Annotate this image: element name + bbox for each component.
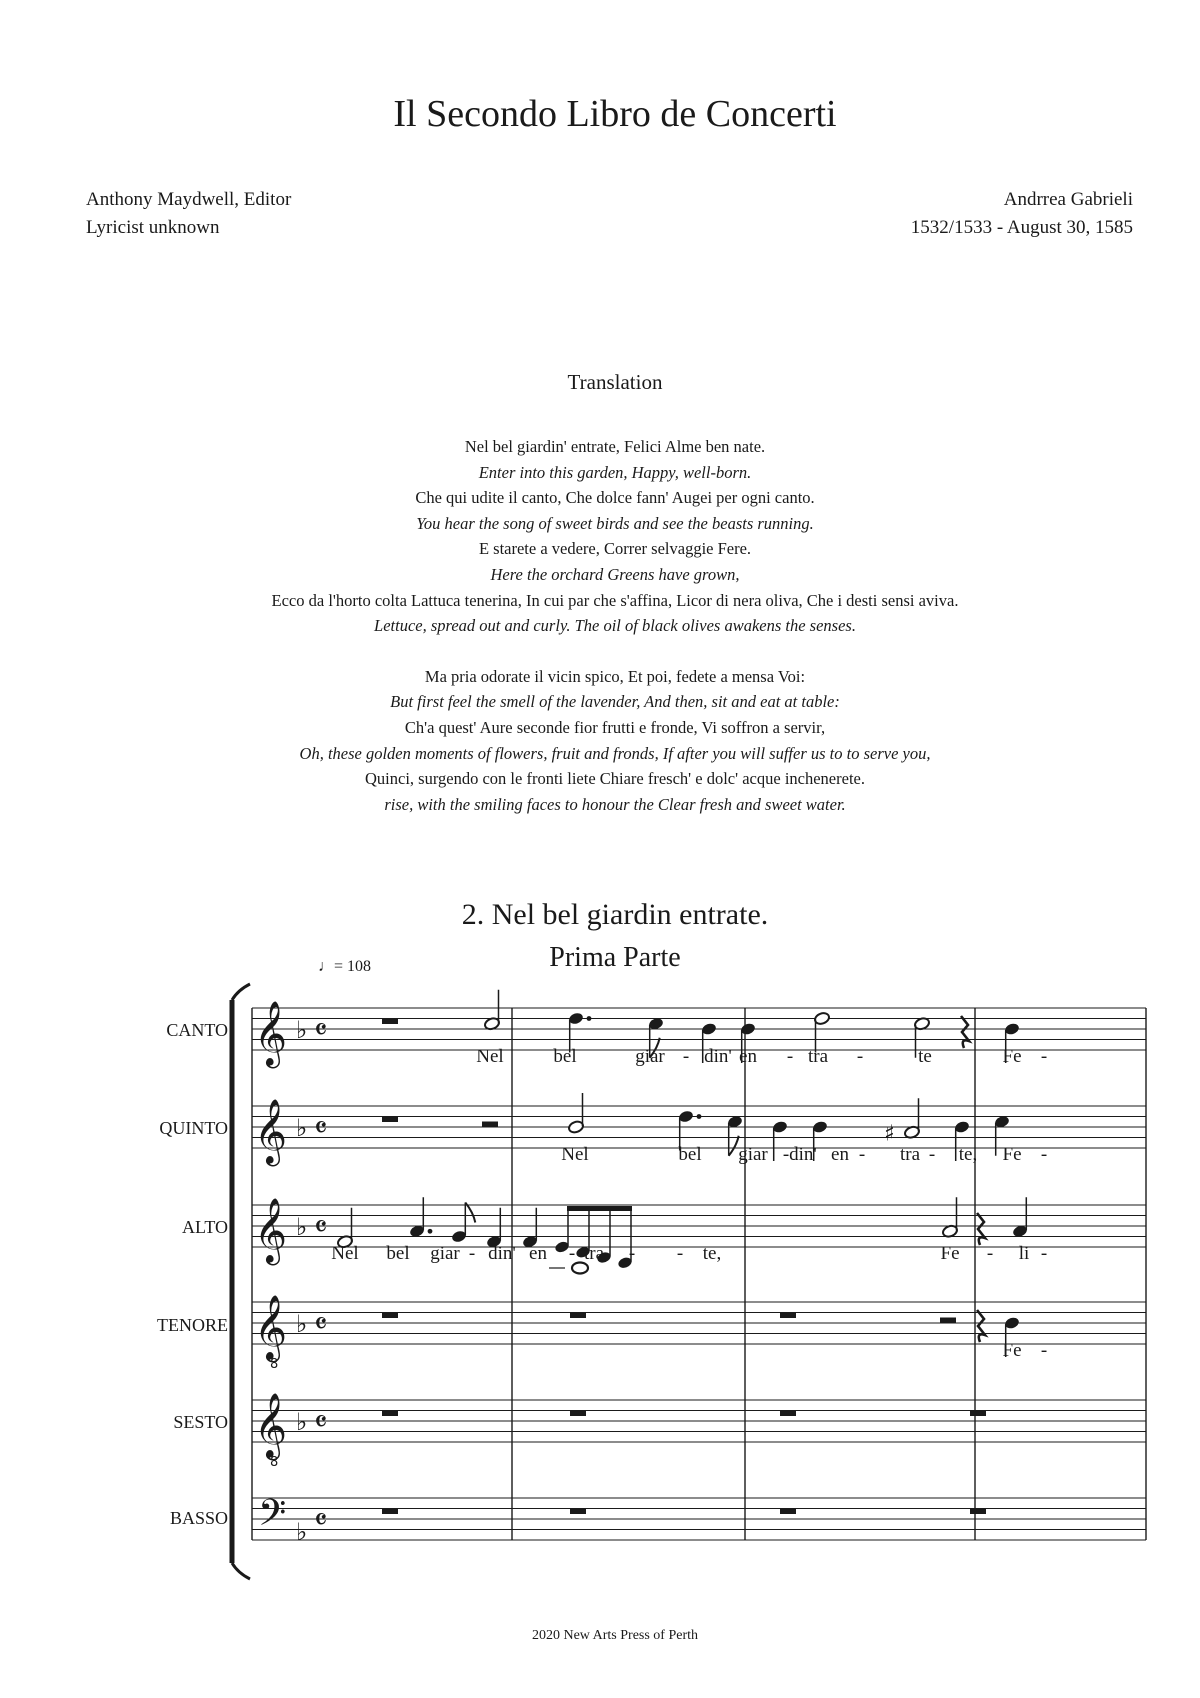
- piece-title: 2. Nel bel giardin entrate.: [461, 898, 769, 931]
- lyric-syllable: -: [1040, 1340, 1048, 1361]
- common-time-icon: 𝄴: [314, 1013, 328, 1048]
- lyricist-credit: Lyricist unknown: [86, 217, 220, 238]
- lyric-syllable: din': [488, 1243, 516, 1264]
- lyric-syllable: -: [1040, 1046, 1048, 1067]
- lyric-syllable: bel: [678, 1144, 702, 1165]
- whole-rest: [382, 1411, 398, 1417]
- lyric-syllable: giar: [430, 1243, 460, 1264]
- common-time-icon: 𝄴: [314, 1307, 328, 1342]
- lyric-syllable: -: [928, 1144, 936, 1165]
- lyric-syllable: te: [918, 1046, 932, 1067]
- lyric-syllable: bel: [386, 1243, 410, 1264]
- treble-clef-icon: 𝄞: [254, 1099, 288, 1164]
- lyric-syllable: en: [831, 1144, 849, 1165]
- part-name-alto: ALTO: [181, 1217, 228, 1237]
- part-name-tenore: TENORE: [157, 1315, 228, 1335]
- lyric-syllable: giar: [635, 1046, 665, 1067]
- bracket-bottom-hook: [232, 1563, 250, 1579]
- flat-key-signature-icon: ♭: [296, 1016, 308, 1044]
- lyric-syllable: -: [782, 1144, 790, 1165]
- part-name-basso: BASSO: [169, 1508, 228, 1528]
- lyric-syllable: -: [568, 1243, 576, 1264]
- verse-line: Here the orchard Greens have grown,: [490, 564, 740, 584]
- lyric-syllable: en: [529, 1243, 547, 1264]
- verse-line: Nel bel giardin' entrate, Felici Alme ben nate.: [464, 437, 766, 456]
- document-title: Il Secondo Libro de Concerti: [393, 93, 837, 135]
- lyric-syllable: -: [1040, 1243, 1048, 1264]
- lyric-syllable: Fe: [1002, 1144, 1022, 1165]
- lyric-syllable: -: [1040, 1144, 1048, 1165]
- common-time-icon: 𝄴: [314, 1111, 328, 1146]
- treble-clef-icon: 𝄞: [254, 1393, 288, 1458]
- score-notation: [232, 984, 1146, 1579]
- lyric-syllable: din': [789, 1144, 817, 1165]
- lyric-syllable: -: [858, 1144, 866, 1165]
- flat-key-signature-icon: ♭: [296, 1114, 308, 1142]
- lyric-syllable: -: [986, 1243, 994, 1264]
- augmentation-dot: [587, 1016, 592, 1021]
- verse-line: But first feel the smell of the lavender, And then, sit and eat at table:: [390, 692, 840, 712]
- flat-key-signature-icon: ♭: [296, 1310, 308, 1338]
- quarter-note-icon: ♩: [318, 958, 334, 975]
- verse-line: Che qui udite il canto, Che dolce fann' Augei per ogni canto.: [415, 488, 815, 508]
- verse-line: You hear the song of sweet birds and see the beasts running.: [416, 513, 814, 533]
- lyric-syllable: din': [704, 1046, 732, 1067]
- common-time-icon: 𝄴: [314, 1405, 328, 1440]
- lyric-syllable: Nel: [561, 1144, 589, 1165]
- tempo-value: = 108: [334, 958, 372, 975]
- whole-rest: [780, 1411, 796, 1417]
- treble-clef-icon: 𝄞: [254, 1295, 288, 1360]
- verse-line: rise, with the smiling faces to honour the Clear fresh and sweet water.: [384, 794, 846, 814]
- augmentation-dot: [697, 1114, 702, 1119]
- common-time-icon: 𝄴: [314, 1503, 328, 1538]
- whole-rest: [780, 1509, 796, 1515]
- verse-line: Ma pria odorate il vicin spico, Et poi, fedete a mensa Voi:: [424, 666, 806, 686]
- augmentation-dot: [428, 1229, 433, 1234]
- lyric-syllable: Fe: [1002, 1046, 1022, 1067]
- treble-clef-icon: 𝄞: [254, 1001, 288, 1066]
- flat-key-signature-icon: ♭: [296, 1518, 308, 1546]
- whole-rest: [382, 1019, 398, 1025]
- bass-clef-icon: 𝄢: [258, 1492, 287, 1543]
- common-time-icon: 𝄴: [314, 1210, 328, 1245]
- lyric-syllable: giar: [738, 1144, 768, 1165]
- verse-line: Quinci, surgendo con le fronti liete Chiare fresch' e dolc' acque inchenerete.: [365, 769, 865, 789]
- lyric-syllable: bel: [553, 1046, 577, 1067]
- lyric-syllable: -: [786, 1046, 794, 1067]
- lyric-syllable: Fe: [940, 1243, 960, 1264]
- lyric-syllable: tra: [807, 1046, 829, 1067]
- composer-dates: 1532/1533 - August 30, 1585: [910, 217, 1133, 238]
- verse-line: Lettuce, spread out and curly. The oil of black olives awakens the senses.: [374, 616, 856, 636]
- treble-clef-icon: 𝄞: [254, 1198, 288, 1263]
- editor-credit: Anthony Maydwell, Editor: [86, 189, 292, 210]
- quarter-rest: [977, 1310, 985, 1342]
- sharp-accidental-icon: ♯: [884, 1121, 895, 1147]
- whole-rest: [970, 1411, 986, 1417]
- whole-rest: [382, 1509, 398, 1515]
- whole-note: [572, 1263, 588, 1274]
- eighth-flag: [729, 1136, 739, 1156]
- whole-rest: [382, 1117, 398, 1123]
- lyric-syllable: Fe: [1002, 1340, 1022, 1361]
- lyric-syllable: -: [628, 1243, 636, 1264]
- lyric-syllable: tra: [899, 1144, 921, 1165]
- flat-key-signature-icon: ♭: [296, 1408, 308, 1436]
- whole-rest: [570, 1509, 586, 1515]
- whole-rest: [570, 1411, 586, 1417]
- translation-heading: Translation: [567, 370, 663, 394]
- lyric-syllable: -: [676, 1243, 684, 1264]
- half-rest: [482, 1122, 498, 1128]
- lyric-syllable: -: [856, 1046, 864, 1067]
- flat-key-signature-icon: ♭: [296, 1213, 308, 1241]
- lyric-syllable: -: [682, 1046, 690, 1067]
- part-name-sesto: SESTO: [173, 1412, 228, 1432]
- piece-subtitle: Prima Parte: [549, 942, 681, 973]
- whole-rest: [970, 1509, 986, 1515]
- quarter-rest: [977, 1213, 985, 1245]
- lyric-syllable: tra: [583, 1243, 605, 1264]
- composer-name: Andrrea Gabrieli: [1003, 189, 1133, 210]
- bracket-top-hook: [232, 984, 250, 1000]
- lyric-syllable: te,: [702, 1243, 722, 1264]
- whole-rest: [780, 1313, 796, 1319]
- lyric-syllable: Nel: [476, 1046, 504, 1067]
- lyric-syllable: Nel: [331, 1243, 359, 1264]
- lyric-syllable: li: [1018, 1243, 1030, 1264]
- verse-line: Oh, these golden moments of flowers, fruit and fronds, If after you will suffer us to to serve you,: [299, 743, 931, 763]
- verse-line: Ecco da l'horto colta Lattuca tenerina, In cui par che s'affina, Licor di nera oliva, Che i desti sensi aviva.: [271, 590, 959, 610]
- octave-8-icon: 8: [270, 1455, 279, 1470]
- whole-rest: [570, 1313, 586, 1319]
- publisher-footer: 2020 New Arts Press of Perth: [531, 1628, 699, 1643]
- quarter-rest: [961, 1016, 969, 1048]
- half-rest: [940, 1318, 956, 1324]
- lyric-syllable: en: [739, 1046, 757, 1067]
- part-name-canto: CANTO: [166, 1020, 228, 1040]
- lyric-syllable: -: [468, 1243, 476, 1264]
- verse-line: Ch'a quest' Aure seconde fior frutti e fronde, Vi soffron a servir,: [404, 717, 826, 737]
- part-name-quinto: QUINTO: [159, 1118, 228, 1138]
- verse-line: Enter into this garden, Happy, well-born.: [478, 462, 752, 482]
- verse-line: E starete a vedere, Correr selvaggie Fere.: [478, 539, 752, 559]
- eighth-beam: [567, 1206, 632, 1211]
- whole-rest: [382, 1313, 398, 1319]
- octave-8-icon: 8: [270, 1357, 279, 1372]
- lyric-syllable: te,: [958, 1144, 978, 1165]
